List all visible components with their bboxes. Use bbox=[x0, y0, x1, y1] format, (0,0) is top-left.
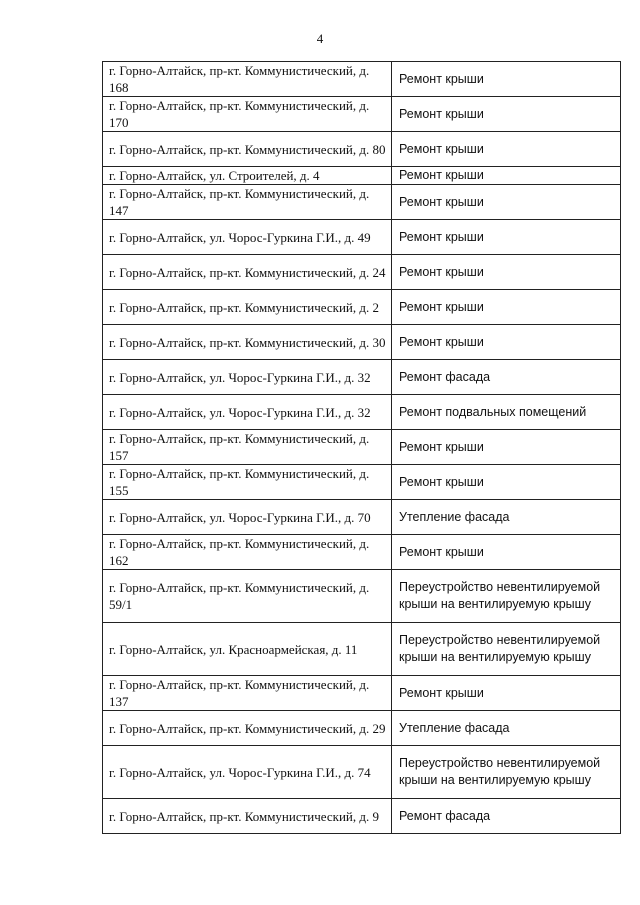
work-type-cell: Ремонт крыши bbox=[392, 132, 621, 167]
table-row bbox=[103, 465, 621, 500]
table-row bbox=[103, 167, 621, 185]
table-row bbox=[103, 255, 621, 290]
work-type-cell: Ремонт крыши bbox=[392, 535, 621, 570]
work-type-cell: Ремонт крыши bbox=[392, 185, 621, 220]
works-table-body bbox=[103, 62, 621, 834]
table-row bbox=[103, 290, 621, 325]
work-type-cell: Ремонт крыши bbox=[392, 167, 621, 185]
address-cell: г. Горно-Алтайск, пр-кт. Коммунистический, д. 80 bbox=[103, 132, 392, 167]
table-row bbox=[103, 799, 621, 834]
table-row bbox=[103, 676, 621, 711]
address-cell: г. Горно-Алтайск, пр-кт. Коммунистический, д. 24 bbox=[103, 255, 392, 290]
work-type-cell: Ремонт крыши bbox=[392, 62, 621, 97]
address-cell: г. Горно-Алтайск, пр-кт. Коммунистический, д. 147 bbox=[103, 185, 392, 220]
work-type-cell: Ремонт крыши bbox=[392, 465, 621, 500]
address-cell: г. Горно-Алтайск, пр-кт. Коммунистический, д. 29 bbox=[103, 711, 392, 746]
table-row bbox=[103, 711, 621, 746]
table-row bbox=[103, 570, 621, 623]
work-type-cell: Утепление фасада bbox=[392, 711, 621, 746]
address-cell: г. Горно-Алтайск, пр-кт. Коммунистический, д. 162 bbox=[103, 535, 392, 570]
address-cell: г. Горно-Алтайск, ул. Чорос-Гуркина Г.И., д. 70 bbox=[103, 500, 392, 535]
address-cell: г. Горно-Алтайск, ул. Чорос-Гуркина Г.И., д. 32 bbox=[103, 360, 392, 395]
address-cell: г. Горно-Алтайск, пр-кт. Коммунистический, д. 168 bbox=[103, 62, 392, 97]
address-cell: г. Горно-Алтайск, пр-кт. Коммунистический, д. 30 bbox=[103, 325, 392, 360]
table-row bbox=[103, 360, 621, 395]
address-cell: г. Горно-Алтайск, ул. Чорос-Гуркина Г.И., д. 74 bbox=[103, 746, 392, 799]
table-row bbox=[103, 185, 621, 220]
work-type-cell: Ремонт крыши bbox=[392, 676, 621, 711]
work-type-cell: Ремонт крыши bbox=[392, 430, 621, 465]
address-cell: г. Горно-Алтайск, пр-кт. Коммунистический, д. 155 bbox=[103, 465, 392, 500]
table-row bbox=[103, 535, 621, 570]
work-type-cell: Ремонт крыши bbox=[392, 290, 621, 325]
work-type-cell: Переустройство невентилируемой крыши на вентилируемую крышу bbox=[392, 746, 621, 799]
work-type-cell: Ремонт фасада bbox=[392, 799, 621, 834]
table-row bbox=[103, 430, 621, 465]
work-type-cell: Ремонт крыши bbox=[392, 325, 621, 360]
table-row bbox=[103, 623, 621, 676]
work-type-cell: Ремонт подвальных помещений bbox=[392, 395, 621, 430]
works-table bbox=[102, 61, 621, 834]
table-row bbox=[103, 746, 621, 799]
address-cell: г. Горно-Алтайск, ул. Чорос-Гуркина Г.И., д. 49 bbox=[103, 220, 392, 255]
address-cell: г. Горно-Алтайск, ул. Чорос-Гуркина Г.И., д. 32 bbox=[103, 395, 392, 430]
table-row bbox=[103, 62, 621, 97]
table-row bbox=[103, 395, 621, 430]
table-row bbox=[103, 500, 621, 535]
table-row bbox=[103, 97, 621, 132]
address-cell: г. Горно-Алтайск, пр-кт. Коммунистический, д. 9 bbox=[103, 799, 392, 834]
address-cell: г. Горно-Алтайск, пр-кт. Коммунистический, д. 2 bbox=[103, 290, 392, 325]
work-type-cell: Переустройство невентилируемой крыши на вентилируемую крышу bbox=[392, 570, 621, 623]
address-cell: г. Горно-Алтайск, пр-кт. Коммунистический, д. 157 bbox=[103, 430, 392, 465]
work-type-cell: Ремонт крыши bbox=[392, 97, 621, 132]
table-row bbox=[103, 220, 621, 255]
work-type-cell: Ремонт фасада bbox=[392, 360, 621, 395]
table-row bbox=[103, 325, 621, 360]
work-type-cell: Утепление фасада bbox=[392, 500, 621, 535]
address-cell: г. Горно-Алтайск, пр-кт. Коммунистический, д. 137 bbox=[103, 676, 392, 711]
work-type-cell: Переустройство невентилируемой крыши на вентилируемую крышу bbox=[392, 623, 621, 676]
address-cell: г. Горно-Алтайск, ул. Красноармейская, д. 11 bbox=[103, 623, 392, 676]
work-type-cell: Ремонт крыши bbox=[392, 220, 621, 255]
address-cell: г. Горно-Алтайск, ул. Строителей, д. 4 bbox=[103, 167, 392, 185]
address-cell: г. Горно-Алтайск, пр-кт. Коммунистический, д. 170 bbox=[103, 97, 392, 132]
table-row bbox=[103, 132, 621, 167]
work-type-cell: Ремонт крыши bbox=[392, 255, 621, 290]
address-cell: г. Горно-Алтайск, пр-кт. Коммунистический, д. 59/1 bbox=[103, 570, 392, 623]
page-number: 4 bbox=[316, 31, 324, 46]
